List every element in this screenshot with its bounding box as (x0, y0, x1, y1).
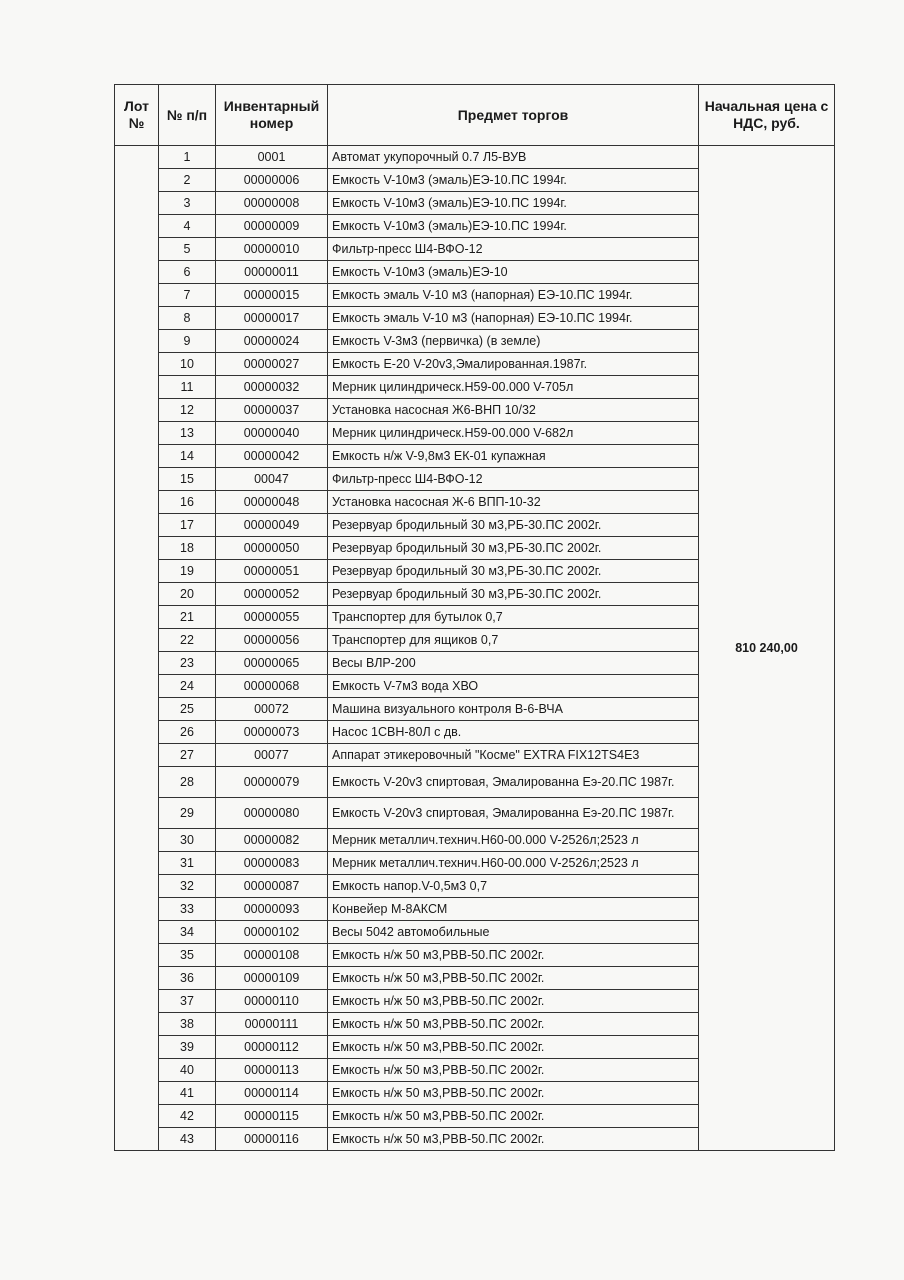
inventory-number: 00000114 (216, 1082, 328, 1105)
row-number: 15 (159, 468, 216, 491)
inventory-number: 00000111 (216, 1013, 328, 1036)
row-number: 23 (159, 652, 216, 675)
row-number: 27 (159, 744, 216, 767)
row-number: 10 (159, 353, 216, 376)
item-name: Весы ВЛР-200 (328, 652, 699, 675)
row-number: 37 (159, 990, 216, 1013)
row-number: 32 (159, 875, 216, 898)
inventory-number: 00000006 (216, 169, 328, 192)
item-name: Автомат укупорочный 0.7 Л5-ВУВ (328, 146, 699, 169)
row-number: 22 (159, 629, 216, 652)
row-number: 33 (159, 898, 216, 921)
lot-price: 810 240,00 (699, 146, 835, 1151)
inventory-number: 00000048 (216, 491, 328, 514)
inventory-number: 00000108 (216, 944, 328, 967)
item-name: Емкость н/ж 50 м3,РВВ-50.ПС 2002г. (328, 1036, 699, 1059)
item-name: Резервуар бродильный 30 м3,РБ-30.ПС 2002г. (328, 514, 699, 537)
inventory-number: 00000115 (216, 1105, 328, 1128)
table-row (115, 146, 835, 169)
inventory-number: 00000055 (216, 606, 328, 629)
row-number: 39 (159, 1036, 216, 1059)
item-name: Емкость н/ж 50 м3,РВВ-50.ПС 2002г. (328, 990, 699, 1013)
row-number: 29 (159, 798, 216, 829)
row-number: 8 (159, 307, 216, 330)
inventory-number: 00000102 (216, 921, 328, 944)
inventory-number: 00000073 (216, 721, 328, 744)
row-number: 34 (159, 921, 216, 944)
item-name: Транспортер для бутылок 0,7 (328, 606, 699, 629)
item-name: Весы 5042 автомобильные (328, 921, 699, 944)
row-number: 35 (159, 944, 216, 967)
inventory-number: 00000083 (216, 852, 328, 875)
item-name: Емкость напор.V-0,5м3 0,7 (328, 875, 699, 898)
lot-cell (115, 146, 159, 1151)
inventory-number: 00000024 (216, 330, 328, 353)
row-number: 18 (159, 537, 216, 560)
inventory-number: 00000017 (216, 307, 328, 330)
inventory-number: 00000087 (216, 875, 328, 898)
item-name: Емкость V-10м3 (эмаль)ЕЭ-10.ПС 1994г. (328, 192, 699, 215)
item-name: Емкость эмаль V-10 м3 (напорная) ЕЭ-10.ПС 1994г. (328, 307, 699, 330)
inventory-number: 00000037 (216, 399, 328, 422)
row-number: 6 (159, 261, 216, 284)
row-number: 17 (159, 514, 216, 537)
inventory-number: 00000080 (216, 798, 328, 829)
item-name: Емкость н/ж 50 м3,РВВ-50.ПС 2002г. (328, 1082, 699, 1105)
inventory-number: 00000052 (216, 583, 328, 606)
item-name: Мерник металлич.технич.Н60-00.000 V-2526л;2523 л (328, 829, 699, 852)
item-name: Емкость н/ж 50 м3,РВВ-50.ПС 2002г. (328, 944, 699, 967)
inventory-number: 00000113 (216, 1059, 328, 1082)
row-number: 11 (159, 376, 216, 399)
inventory-table (114, 84, 835, 1151)
inventory-number: 00000011 (216, 261, 328, 284)
row-number: 25 (159, 698, 216, 721)
row-number: 24 (159, 675, 216, 698)
header-price: Начальная цена с НДС, руб. (699, 85, 835, 146)
item-name: Машина визуального контроля В-6-ВЧА (328, 698, 699, 721)
inventory-number: 00000110 (216, 990, 328, 1013)
row-number: 40 (159, 1059, 216, 1082)
inventory-number: 00000009 (216, 215, 328, 238)
item-name: Емкость V-10м3 (эмаль)ЕЭ-10.ПС 1994г. (328, 215, 699, 238)
row-number: 4 (159, 215, 216, 238)
item-name: Резервуар бродильный 30 м3,РБ-30.ПС 2002г. (328, 583, 699, 606)
row-number: 19 (159, 560, 216, 583)
inventory-number: 00000065 (216, 652, 328, 675)
row-number: 30 (159, 829, 216, 852)
item-name: Установка насосная Ж-6 ВПП-10-32 (328, 491, 699, 514)
inventory-number: 00000082 (216, 829, 328, 852)
item-name: Емкость н/ж 50 м3,РВВ-50.ПС 2002г. (328, 1059, 699, 1082)
item-name: Емкость н/ж 50 м3,РВВ-50.ПС 2002г. (328, 1128, 699, 1151)
item-name: Резервуар бродильный 30 м3,РБ-30.ПС 2002г. (328, 537, 699, 560)
inventory-number: 00000049 (216, 514, 328, 537)
inventory-number: 00000032 (216, 376, 328, 399)
row-number: 31 (159, 852, 216, 875)
item-name: Емкость V-3м3 (первичка) (в земле) (328, 330, 699, 353)
inventory-number: 00000040 (216, 422, 328, 445)
inventory-number: 00000027 (216, 353, 328, 376)
row-number: 21 (159, 606, 216, 629)
item-name: Резервуар бродильный 30 м3,РБ-30.ПС 2002г. (328, 560, 699, 583)
inventory-number: 00000042 (216, 445, 328, 468)
item-name: Транспортер для ящиков 0,7 (328, 629, 699, 652)
row-number: 7 (159, 284, 216, 307)
inventory-number: 00047 (216, 468, 328, 491)
row-number: 13 (159, 422, 216, 445)
inventory-number: 00077 (216, 744, 328, 767)
item-name: Конвейер М-8АКСМ (328, 898, 699, 921)
item-name: Насос 1СВН-80Л с дв. (328, 721, 699, 744)
item-name: Емкость н/ж 50 м3,РВВ-50.ПС 2002г. (328, 967, 699, 990)
row-number: 42 (159, 1105, 216, 1128)
inventory-number: 00000109 (216, 967, 328, 990)
item-name: Мерник цилиндрическ.Н59-00.000 V-682л (328, 422, 699, 445)
row-number: 43 (159, 1128, 216, 1151)
inventory-number: 00000056 (216, 629, 328, 652)
inventory-number: 00000079 (216, 767, 328, 798)
item-name: Емкость V-10м3 (эмаль)ЕЭ-10 (328, 261, 699, 284)
header-item: Предмет торгов (328, 85, 699, 146)
inventory-number: 00000015 (216, 284, 328, 307)
row-number: 5 (159, 238, 216, 261)
inventory-number: 00000116 (216, 1128, 328, 1151)
item-name: Емкость н/ж 50 м3,РВВ-50.ПС 2002г. (328, 1105, 699, 1128)
row-number: 3 (159, 192, 216, 215)
header-lot: Лот № (115, 85, 159, 146)
inventory-number: 00000008 (216, 192, 328, 215)
item-name: Емкость V-20v3 спиртовая, Эмалированна Еэ-20.ПС 1987г. (328, 798, 699, 829)
inventory-number: 00072 (216, 698, 328, 721)
row-number: 36 (159, 967, 216, 990)
table-header-row (115, 85, 835, 146)
table-body (115, 146, 835, 1151)
item-name: Установка насосная Ж6-ВНП 10/32 (328, 399, 699, 422)
item-name: Мерник цилиндрическ.Н59-00.000 V-705л (328, 376, 699, 399)
item-name: Емкость V-7м3 вода ХВО (328, 675, 699, 698)
row-number: 26 (159, 721, 216, 744)
row-number: 41 (159, 1082, 216, 1105)
header-number: № п/п (159, 85, 216, 146)
item-name: Емкость Е-20 V-20v3,Эмалированная.1987г. (328, 353, 699, 376)
inventory-number: 00000051 (216, 560, 328, 583)
row-number: 20 (159, 583, 216, 606)
item-name: Фильтр-пресс Ш4-ВФО-12 (328, 468, 699, 491)
item-name: Мерник металлич.технич.Н60-00.000 V-2526л;2523 л (328, 852, 699, 875)
row-number: 1 (159, 146, 216, 169)
item-name: Фильтр-пресс Ш4-ВФО-12 (328, 238, 699, 261)
item-name: Емкость V-10м3 (эмаль)ЕЭ-10.ПС 1994г. (328, 169, 699, 192)
row-number: 2 (159, 169, 216, 192)
inventory-number: 0001 (216, 146, 328, 169)
inventory-number: 00000112 (216, 1036, 328, 1059)
row-number: 14 (159, 445, 216, 468)
row-number: 38 (159, 1013, 216, 1036)
row-number: 12 (159, 399, 216, 422)
item-name: Емкость н/ж V-9,8м3 ЕК-01 купажная (328, 445, 699, 468)
inventory-number: 00000093 (216, 898, 328, 921)
item-name: Емкость V-20v3 спиртовая, Эмалированна Еэ-20.ПС 1987г. (328, 767, 699, 798)
row-number: 28 (159, 767, 216, 798)
item-name: Емкость н/ж 50 м3,РВВ-50.ПС 2002г. (328, 1013, 699, 1036)
item-name: Аппарат этикеровочный "Косме" EXTRA FIX12TS4E3 (328, 744, 699, 767)
inventory-number: 00000010 (216, 238, 328, 261)
row-number: 16 (159, 491, 216, 514)
row-number: 9 (159, 330, 216, 353)
inventory-number: 00000068 (216, 675, 328, 698)
inventory-number: 00000050 (216, 537, 328, 560)
header-inventory-number: Инвентарный номер (216, 85, 328, 146)
item-name: Емкость эмаль V-10 м3 (напорная) ЕЭ-10.ПС 1994г. (328, 284, 699, 307)
